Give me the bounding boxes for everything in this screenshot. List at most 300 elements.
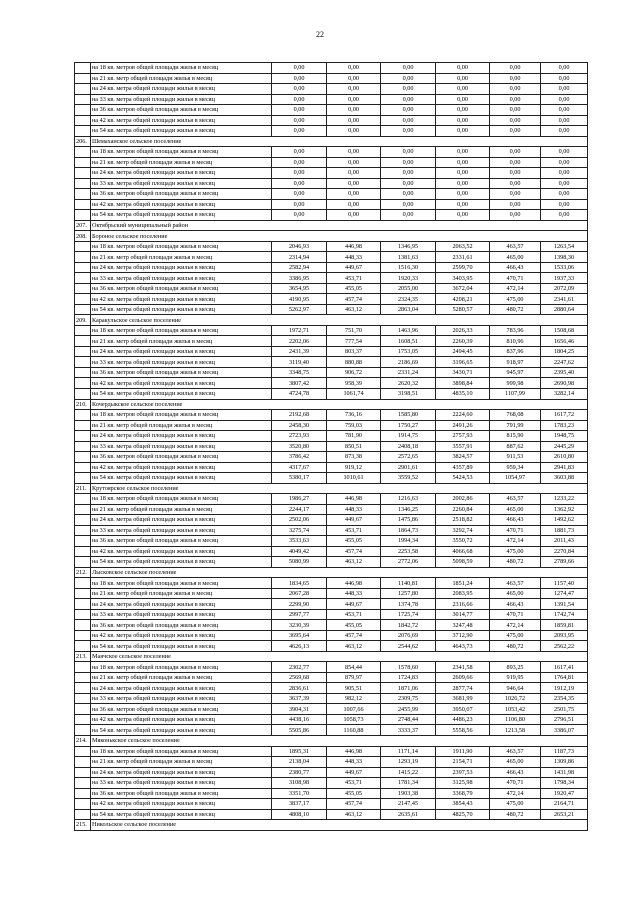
value-cell: 1948,75 [541, 431, 588, 442]
value-cell: 2653,21 [541, 809, 588, 820]
area-description: на 54 кв. метра общей площади жилья в месяц [91, 473, 272, 484]
area-description: на 54 кв. метра общей площади жилья в месяц [91, 388, 272, 399]
value-cell: 4190,95 [272, 294, 327, 305]
area-description: на 36 кв. метров общей площади жилья в месяц [91, 536, 272, 547]
row-number-empty [75, 767, 91, 778]
value-cell: 475,00 [490, 294, 541, 305]
value-cell: 4208,21 [436, 294, 490, 305]
area-description: на 36 кв. метров общей площади жилья в месяц [91, 367, 272, 378]
table-row [75, 452, 588, 463]
value-cell: 0,00 [381, 147, 436, 158]
value-cell: 783,96 [490, 325, 541, 336]
value-cell: 449,67 [327, 262, 381, 273]
value-cell: 0,00 [541, 126, 588, 137]
area-description: на 42 кв. метра общей площади жилья в месяц [91, 799, 272, 810]
value-cell: 1783,23 [541, 420, 588, 431]
row-number-empty [75, 168, 91, 179]
row-number-empty [75, 599, 91, 610]
table-row [75, 94, 588, 105]
value-cell: 446,98 [327, 241, 381, 252]
area-description: на 42 кв. метра общей площади жилья в месяц [91, 294, 272, 305]
value-cell: 1026,72 [490, 693, 541, 704]
value-cell: 453,71 [327, 273, 381, 284]
value-cell: 455,05 [327, 283, 381, 294]
value-cell: 2901,61 [381, 462, 436, 473]
value-cell: 5380,17 [272, 473, 327, 484]
value-cell: 0,00 [327, 84, 381, 95]
value-cell: 919,95 [490, 672, 541, 683]
table-row [75, 126, 588, 137]
value-cell: 0,00 [272, 178, 327, 189]
table-row [75, 304, 588, 315]
row-number-empty [75, 452, 91, 463]
table-row [75, 157, 588, 168]
value-cell: 2192,68 [272, 410, 327, 421]
value-cell: 446,98 [327, 746, 381, 757]
table-row [75, 357, 588, 368]
value-cell: 0,00 [490, 189, 541, 200]
area-description: на 18 кв. метров общей площади жилья в месяц [91, 147, 272, 158]
area-description: на 18 кв. метров общей площади жилья в месяц [91, 662, 272, 673]
value-cell: 850,51 [327, 441, 381, 452]
value-cell: 0,00 [436, 189, 490, 200]
value-cell: 3550,72 [436, 536, 490, 547]
row-number: 209. [75, 315, 91, 326]
row-number-empty [75, 693, 91, 704]
area-description: на 36 кв. метров общей площади жилья в месяц [91, 620, 272, 631]
table-row [75, 536, 588, 547]
table-row [75, 325, 588, 336]
value-cell: 3198,51 [381, 388, 436, 399]
table-row [75, 525, 588, 536]
value-cell: 1274,47 [541, 588, 588, 599]
table-row [75, 105, 588, 116]
area-description: на 36 кв. метров общей площади жилья в месяц [91, 283, 272, 294]
value-cell: 2072,09 [541, 283, 588, 294]
value-cell: 480,72 [490, 641, 541, 652]
value-cell: 0,00 [436, 84, 490, 95]
settlement-name: Никольское сельское поселение [91, 820, 588, 831]
value-cell: 2501,75 [541, 704, 588, 715]
value-cell: 959,34 [490, 462, 541, 473]
row-number-empty [75, 704, 91, 715]
row-number-empty [75, 578, 91, 589]
value-cell: 1007,66 [327, 704, 381, 715]
value-cell: 2380,77 [272, 767, 327, 778]
value-cell: 0,00 [272, 189, 327, 200]
value-cell: 0,00 [436, 115, 490, 126]
table-row [75, 462, 588, 473]
value-cell: 0,00 [490, 73, 541, 84]
value-cell: 3837,17 [272, 799, 327, 810]
row-number-empty [75, 809, 91, 820]
value-cell: 472,14 [490, 536, 541, 547]
row-number-empty [75, 494, 91, 505]
value-cell: 1516,30 [381, 262, 436, 273]
value-cell: 0,00 [436, 210, 490, 221]
value-cell: 0,00 [541, 210, 588, 221]
value-cell: 4066,68 [436, 546, 490, 557]
value-cell: 0,00 [541, 189, 588, 200]
value-cell: 2055,00 [381, 283, 436, 294]
value-cell: 854,44 [327, 662, 381, 673]
value-cell: 0,00 [327, 126, 381, 137]
value-cell: 3559,52 [381, 473, 436, 484]
value-cell: 5280,57 [436, 304, 490, 315]
value-cell: 2609,66 [436, 672, 490, 683]
value-cell: 1431,98 [541, 767, 588, 778]
row-number-empty [75, 525, 91, 536]
value-cell: 879,97 [327, 672, 381, 683]
row-number-empty [75, 199, 91, 210]
value-cell: 3654,95 [272, 283, 327, 294]
table-row [75, 73, 588, 84]
value-cell: 0,00 [272, 168, 327, 179]
value-cell: 3430,71 [436, 367, 490, 378]
value-cell: 4825,70 [436, 809, 490, 820]
value-cell: 1725,74 [381, 609, 436, 620]
value-cell: 837,96 [490, 346, 541, 357]
value-cell: 3557,91 [436, 441, 490, 452]
table-row [75, 147, 588, 158]
value-cell: 873,38 [327, 452, 381, 463]
value-cell: 0,00 [381, 189, 436, 200]
value-cell: 2997,77 [272, 609, 327, 620]
row-number-empty [75, 714, 91, 725]
value-cell: 475,00 [490, 799, 541, 810]
area-description: на 21 кв. метр общей площади жилья в месяц [91, 420, 272, 431]
table-row [75, 168, 588, 179]
row-number-empty [75, 588, 91, 599]
value-cell: 2046,93 [272, 241, 327, 252]
table-row [75, 504, 588, 515]
value-cell: 1107,99 [490, 388, 541, 399]
value-cell: 466,43 [490, 767, 541, 778]
area-description: на 33 кв. метра общей площади жилья в месяц [91, 178, 272, 189]
area-description: на 42 кв. метра общей площади жилья в месяц [91, 378, 272, 389]
value-cell: 1171,14 [381, 746, 436, 757]
area-description: на 18 кв. метров общей площади жилья в месяц [91, 325, 272, 336]
value-cell: 2093,95 [541, 630, 588, 641]
value-cell: 1895,31 [272, 746, 327, 757]
value-cell: 480,72 [490, 809, 541, 820]
value-cell: 0,00 [436, 73, 490, 84]
value-cell: 2690,98 [541, 378, 588, 389]
value-cell: 0,00 [541, 73, 588, 84]
value-cell: 463,12 [327, 557, 381, 568]
value-cell: 2748,44 [381, 714, 436, 725]
value-cell: 1798,34 [541, 778, 588, 789]
settlement-name: Каракульское сельское поселение [91, 315, 588, 326]
row-number-empty [75, 778, 91, 789]
area-description: на 33 кв. метра общей площади жилья в месяц [91, 778, 272, 789]
row-number-empty [75, 252, 91, 263]
table-row [75, 262, 588, 273]
value-cell: 2610,80 [541, 452, 588, 463]
value-cell: 2789,66 [541, 557, 588, 568]
value-cell: 453,71 [327, 778, 381, 789]
value-cell: 3247,48 [436, 620, 490, 631]
value-cell: 0,00 [381, 168, 436, 179]
value-cell: 1804,25 [541, 346, 588, 357]
area-description: на 33 кв. метра общей площади жилья в месяц [91, 609, 272, 620]
value-cell: 448,33 [327, 252, 381, 263]
row-number-empty [75, 799, 91, 810]
value-cell: 2863,04 [381, 304, 436, 315]
value-cell: 5558,56 [436, 725, 490, 736]
value-cell: 2569,68 [272, 672, 327, 683]
value-cell: 1054,97 [490, 473, 541, 484]
value-cell: 453,71 [327, 609, 381, 620]
row-number-empty [75, 536, 91, 547]
value-cell: 0,00 [272, 157, 327, 168]
value-cell: 0,00 [327, 94, 381, 105]
value-cell: 810,96 [490, 336, 541, 347]
row-number-empty [75, 683, 91, 694]
value-cell: 1994,34 [381, 536, 436, 547]
value-cell: 946,64 [490, 683, 541, 694]
value-cell: 0,00 [381, 105, 436, 116]
row-number-empty [75, 473, 91, 484]
table-row [75, 283, 588, 294]
value-cell: 4626,13 [272, 641, 327, 652]
value-cell: 2067,28 [272, 588, 327, 599]
value-cell: 457,74 [327, 546, 381, 557]
section-header-row [75, 567, 588, 578]
value-cell: 4808,10 [272, 809, 327, 820]
value-cell: 3125,98 [436, 778, 490, 789]
row-number-empty [75, 504, 91, 515]
value-cell: 0,00 [327, 73, 381, 84]
value-cell: 0,00 [381, 199, 436, 210]
value-cell: 470,71 [490, 525, 541, 536]
value-cell: 472,14 [490, 620, 541, 631]
value-cell: 463,12 [327, 641, 381, 652]
area-description: на 21 кв. метр общей площади жилья в месяц [91, 336, 272, 347]
value-cell: 0,00 [272, 63, 327, 74]
value-cell: 0,00 [327, 178, 381, 189]
value-cell: 0,00 [381, 178, 436, 189]
row-number-empty [75, 346, 91, 357]
value-cell: 480,72 [490, 304, 541, 315]
table-row [75, 788, 588, 799]
row-number-empty [75, 336, 91, 347]
value-cell: 2599,70 [436, 262, 490, 273]
value-cell: 1871,06 [381, 683, 436, 694]
value-cell: 446,98 [327, 578, 381, 589]
area-description: на 54 кв. метра общей площади жилья в месяц [91, 126, 272, 137]
value-cell: 1381,63 [381, 252, 436, 263]
area-description: на 36 кв. метров общей площади жилья в месяц [91, 452, 272, 463]
area-description: на 42 кв. метра общей площади жилья в месяц [91, 199, 272, 210]
value-cell: 4317,67 [272, 462, 327, 473]
row-number: 213. [75, 651, 91, 662]
area-description: на 33 кв. метра общей площади жилья в месяц [91, 525, 272, 536]
settlement-name: Кочердыкское сельское поселение [91, 399, 588, 410]
value-cell: 3386,95 [272, 273, 327, 284]
value-cell: 1362,92 [541, 504, 588, 515]
value-cell: 1187,73 [541, 746, 588, 757]
area-description: на 24 кв. метра общей площади жилья в месяц [91, 431, 272, 442]
value-cell: 958,39 [327, 378, 381, 389]
value-cell: 0,00 [327, 115, 381, 126]
value-cell: 465,00 [490, 504, 541, 515]
value-cell: 1257,80 [381, 588, 436, 599]
value-cell: 1346,25 [381, 504, 436, 515]
value-cell: 1061,74 [327, 388, 381, 399]
value-cell: 0,00 [327, 189, 381, 200]
value-cell: 2941,83 [541, 462, 588, 473]
area-description: на 54 кв. метра общей площади жилья в месяц [91, 641, 272, 652]
value-cell: 1834,65 [272, 578, 327, 589]
value-cell: 1233,22 [541, 494, 588, 505]
row-number-empty [75, 126, 91, 137]
value-cell: 0,00 [490, 157, 541, 168]
table-row [75, 431, 588, 442]
value-cell: 457,74 [327, 630, 381, 641]
table-row [75, 662, 588, 673]
value-cell: 1617,41 [541, 662, 588, 673]
value-cell: 1781,34 [381, 778, 436, 789]
table-row [75, 420, 588, 431]
section-header-row [75, 231, 588, 242]
value-cell: 1656,46 [541, 336, 588, 347]
value-cell: 2138,04 [272, 757, 327, 768]
row-number-empty [75, 609, 91, 620]
value-cell: 5424,53 [436, 473, 490, 484]
table-row [75, 620, 588, 631]
value-cell: 3014,77 [436, 609, 490, 620]
value-cell: 0,00 [541, 63, 588, 74]
table-row [75, 178, 588, 189]
value-cell: 880,88 [327, 357, 381, 368]
value-cell: 448,33 [327, 504, 381, 515]
area-description: на 54 кв. метра общей площади жилья в месяц [91, 210, 272, 221]
value-cell: 982,12 [327, 693, 381, 704]
row-number-empty [75, 662, 91, 673]
value-cell: 1585,80 [381, 410, 436, 421]
row-number-empty [75, 115, 91, 126]
value-cell: 3672,04 [436, 283, 490, 294]
table-row [75, 683, 588, 694]
value-cell: 3292,74 [436, 525, 490, 536]
row-number-empty [75, 241, 91, 252]
row-number-empty [75, 210, 91, 221]
row-number-empty [75, 420, 91, 431]
value-cell: 1160,88 [327, 725, 381, 736]
value-cell: 1914,75 [381, 431, 436, 442]
row-number-empty [75, 462, 91, 473]
value-cell: 1475,86 [381, 515, 436, 526]
value-cell: 2395,40 [541, 367, 588, 378]
value-cell: 3403,95 [436, 273, 490, 284]
value-cell: 455,05 [327, 788, 381, 799]
row-number-empty [75, 620, 91, 631]
value-cell: 2224,60 [436, 410, 490, 421]
value-cell: 2518,82 [436, 515, 490, 526]
table-row [75, 630, 588, 641]
value-cell: 1753,05 [381, 346, 436, 357]
value-cell: 2309,75 [381, 693, 436, 704]
value-cell: 887,62 [490, 441, 541, 452]
value-cell: 449,67 [327, 767, 381, 778]
area-description: на 36 кв. метров общей площади жилья в месяц [91, 788, 272, 799]
value-cell: 2002,86 [436, 494, 490, 505]
value-cell: 906,72 [327, 367, 381, 378]
value-cell: 2772,06 [381, 557, 436, 568]
page-number: 22 [316, 30, 324, 39]
section-header-row [75, 736, 588, 747]
section-header-row [75, 483, 588, 494]
row-number: 211. [75, 483, 91, 494]
row-number-empty [75, 557, 91, 568]
value-cell: 475,00 [490, 630, 541, 641]
value-cell: 1293,19 [381, 757, 436, 768]
value-cell: 1058,73 [327, 714, 381, 725]
value-cell: 803,37 [327, 346, 381, 357]
value-cell: 1391,54 [541, 599, 588, 610]
value-cell: 0,00 [272, 94, 327, 105]
value-cell: 0,00 [436, 126, 490, 137]
value-cell: 0,00 [541, 147, 588, 158]
value-cell: 2270,84 [541, 546, 588, 557]
table-row [75, 799, 588, 810]
value-cell: 2397,53 [436, 767, 490, 778]
value-cell: 446,98 [327, 494, 381, 505]
value-cell: 2186,69 [381, 357, 436, 368]
row-number: 208. [75, 231, 91, 242]
value-cell: 0,00 [381, 94, 436, 105]
value-cell: 463,57 [490, 494, 541, 505]
value-cell: 472,14 [490, 283, 541, 294]
area-description: на 33 кв. метра общей площади жилья в месяц [91, 441, 272, 452]
row-number-empty [75, 273, 91, 284]
value-cell: 3712,90 [436, 630, 490, 641]
row-number-empty [75, 157, 91, 168]
table-row [75, 757, 588, 768]
area-description: на 24 кв. метра общей площади жилья в месяц [91, 84, 272, 95]
row-number: 207. [75, 220, 91, 231]
area-description: на 24 кв. метра общей площади жилья в месяц [91, 767, 272, 778]
row-number-empty [75, 294, 91, 305]
value-cell: 1742,74 [541, 609, 588, 620]
table-row [75, 294, 588, 305]
value-cell: 2544,62 [381, 641, 436, 652]
value-cell: 448,33 [327, 588, 381, 599]
value-cell: 2324,35 [381, 294, 436, 305]
value-cell: 457,74 [327, 799, 381, 810]
value-cell: 5262,97 [272, 304, 327, 315]
value-cell: 815,90 [490, 431, 541, 442]
row-number: 212. [75, 567, 91, 578]
value-cell: 3603,88 [541, 473, 588, 484]
table-row [75, 336, 588, 347]
value-cell: 2757,93 [436, 431, 490, 442]
value-cell: 999,98 [490, 378, 541, 389]
table-row [75, 778, 588, 789]
value-cell: 470,71 [490, 778, 541, 789]
area-description: на 18 кв. метров общей площади жилья в месяц [91, 494, 272, 505]
value-cell: 2502,06 [272, 515, 327, 526]
value-cell: 5098,59 [436, 557, 490, 568]
value-cell: 0,00 [272, 210, 327, 221]
area-description: на 33 кв. метра общей площади жилья в месяц [91, 94, 272, 105]
value-cell: 3950,07 [436, 704, 490, 715]
value-cell: 1398,30 [541, 252, 588, 263]
table-row [75, 346, 588, 357]
value-cell: 0,00 [327, 105, 381, 116]
value-cell: 2877,74 [436, 683, 490, 694]
